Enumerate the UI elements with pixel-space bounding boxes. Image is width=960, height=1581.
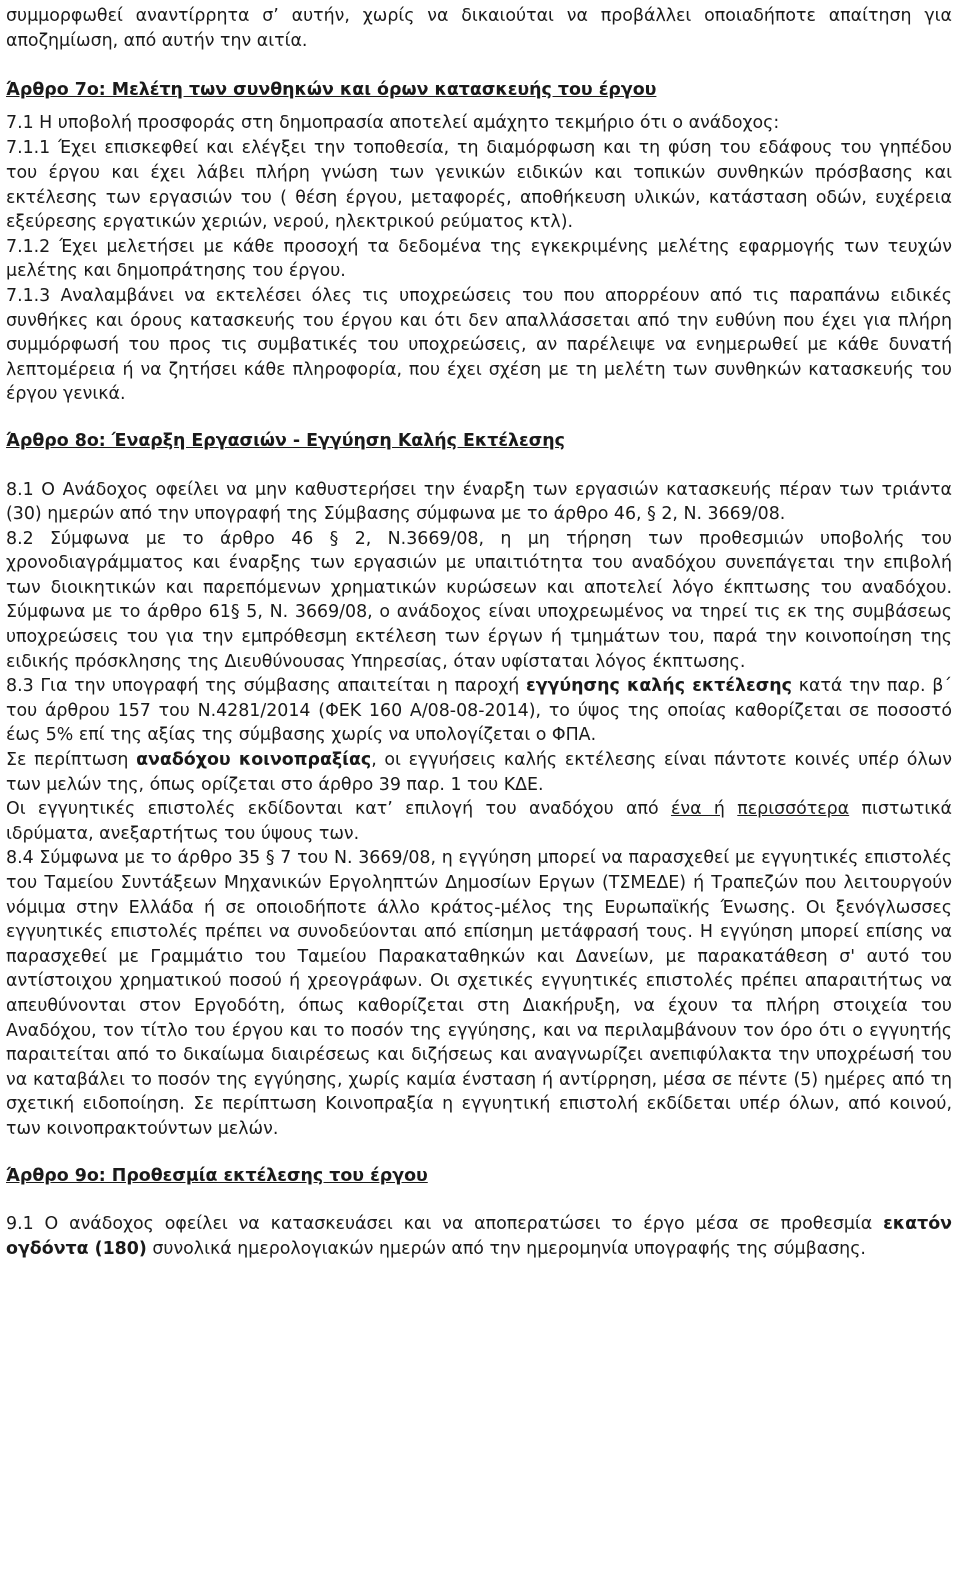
joint-venture-text-c: , οι εγγυήσεις καλής εκτέλεσης είναι πάντοτε κοινές υπέρ όλων των μελών της, όπως ορίζεται στο άρθρο 39 παρ. 1 του ΚΔΕ.: [6, 750, 952, 795]
paragraph-8-2: 8.2 Σύμφωνα με το άρθρο 46 § 2, Ν.3669/08, η μη τήρηση των προθεσμιών υποβολής του χρονοδιαγράμματος και έναρξης των εργασιών με υπαιτιότητα του αναδόχου συνεπάγεται την επιβολή των διοικητικών και παρεπόμενων χρηματικών κυρώσεων και αποτελεί λόγο έκπτωσης του αναδόχου. Σύμφωνα με το άρθρο 61§ 5, Ν. 3669/08, ο ανάδοχος είναι υποχρεωμένος να τηρεί τις εκ της συμβάσεως υποχρεώσεις του για την εμπρόθεσμη εκτέλεση των έργων ή τμημάτων του, παρά την κοινοποίηση της ειδικής πρόσκλησης της Διευθύνουσας Υπηρεσίας, όταν υφίσταται λόγος έκπτωσης.: [6, 528, 952, 672]
paragraph-8-3-text-c: κατά την παρ. β΄ του άρθρου 157 του Ν.4281/2014 (ΦΕΚ 160 Α/08-08-2014), το ύψος της οποίας καθορίζεται σε ποσοστό έως 5% επί της αξίας της σύμβασης χωρίς να υπολογίζεται ο ΦΠΑ.: [6, 676, 952, 746]
article-8-heading: Άρθρο 8ο: Έναρξη Εργασιών - Εγγύηση Καλής Εκτέλεσης: [6, 430, 565, 451]
paragraph-9-1: [6, 1212, 952, 1261]
more-term: περισσότερα: [737, 799, 850, 820]
paragraph-8-3-text-a: 8.3 Για την υπογραφή της σύμβασης απαιτείται η παροχή: [6, 676, 527, 697]
paragraph-8-1: 8.1 Ο Ανάδοχος οφείλει να μην καθυστερήσει την έναρξη των εργασιών κατασκευής πέραν των τριάντα (30) ημερών από την υπογραφή της Σύμβασης σύμφωνα με το άρθρο 46, § 2, Ν. 3669/08.: [6, 479, 952, 525]
paragraph-9-1-text-a: 9.1 Ο ανάδοχος οφείλει να κατασκευάσει και να αποπερατώσει το έργο μέσα σε προθεσμία: [6, 1214, 884, 1235]
paragraph-7-1-3: 7.1.3 Αναλαμβάνει να εκτελέσει όλες τις υποχρεώσεις του που απορρέουν από τις παραπάνω ειδικές συνθήκες και όρους κατασκευής του έργου και ότι δεν απαλλάσσεται από την ευθύνη που έχει για πλήρη συμμόρφωσή του προς τις συμβατικές του υποχρεώσεις, αν παρέλειψε να ενημερωθεί με κάθε δυνατή λεπτομέρεια ή να ζητήσει κάθε πληροφορία, που έχει σχέση με τη μελέτη των συνθηκών κατασκευής του έργου γενικά.: [6, 285, 952, 405]
paragraph-7-1: 7.1 Η υποβολή προσφοράς στη δημοπρασία αποτελεί αμάχητο τεκμήριο ότι ο ανάδοχος:: [6, 112, 780, 133]
intro-paragraph: συμμορφωθεί αναντίρρητα σ’ αυτήν, χωρίς να δικαιούται να προβάλλει οποιαδήποτε απαίτηση για αποζημίωση, από αυτήν την αιτία.: [6, 6, 952, 51]
guarantee-letters-space: [725, 799, 737, 819]
paragraph-9-1-text-c: συνολικά ημερολογιακών ημερών από την ημερομηνία υπογραφής της σύμβασης.: [146, 1238, 866, 1259]
joint-venture-text-a: Σε περίπτωση: [6, 750, 137, 771]
paragraph-7-1-2: 7.1.2 Έχει μελετήσει με κάθε προσοχή τα δεδομένα της εγκεκριμένης μελέτης εφαρμογής των τευχών μελέτης και δημοπράτησης του έργου.: [6, 236, 952, 282]
duration-term: εκατόν ογδόντα (180): [6, 1214, 952, 1259]
guarantee-letters-text-a: Οι εγγυητικές επιστολές εκδίδονται κατ’ επιλογή του αναδόχου από: [6, 799, 671, 820]
paragraph-7-1-1: 7.1.1 Έχει επισκεφθεί και ελέγξει την τοποθεσία, τη διαμόρφωση και τη φύση του εδάφους του γηπέδου του έργου και έχει λάβει πλήρη γνώση των γενικών ειδικών και τοπικών συνθηκών πρόσβασης και εκτέλεσης των εργασιών του ( θέση έργου, μεταφορές, αποθήκευση υλικών, κατάσταση οδών, ευχέρεια εξεύρεσης εργατικών χεριών, νερού, ηλεκτρικού ρεύματος κτλ).: [6, 138, 952, 233]
guarantee-letters-text-e: πιστωτικά ιδρύματα, ανεξαρτήτως του ύψους των.: [6, 799, 952, 844]
paragraph-8-3: [6, 674, 952, 748]
joint-venture-term: αναδόχου κοινοπραξίας: [136, 750, 372, 771]
paragraph-guarantee-letters: [6, 797, 952, 846]
one-or-term: ένα ή: [670, 799, 725, 820]
performance-guarantee-term: εγγύησης καλής εκτέλεσης: [526, 676, 792, 697]
article-7-heading: Άρθρο 7ο: Μελέτη των συνθηκών και όρων κατασκευής του έργου: [6, 80, 657, 101]
paragraph-joint-venture: [6, 748, 952, 797]
paragraph-8-4: 8.4 Σύμφωνα με το άρθρο 35 § 7 του Ν. 3669/08, η εγγύηση μπορεί να παρασχεθεί με εγγυητικές επιστολές του Ταμείου Συντάξεων Μηχανικών Εργοληπτών Δημοσίων Εργων (ΤΣΜΕΔΕ) ή Τραπεζών που λειτουργούν νόμιμα στην Ελλάδα ή σε οποιοδήποτε άλλο κράτος-μέλος της Ευρωπαϊκής Ένωσης. Οι ξενόγλωσσες εγγυητικές επιστολές πρέπει να συνοδεύονται από επίσημη μετάφρασή τους. Η εγγύηση μπορεί επίσης να παρασχεθεί με Γραμμάτιο του Ταμείου Παρακαταθηκών και Δανείων, με παρακατάθεση σ' αυτό του αντίστοιχου χρηματικού ποσού ή χρεογράφων. Οι σχετικές εγγυητικές επιστολές πρέπει απαραιτήτως να απευθύνονται στον Εργοδότη, όπως καθορίζεται στη Διακήρυξη, να έχουν τα πλήρη στοιχεία του Αναδόχου, τον τίτλο του έργου και το ποσόν της εγγύησης, και να περιλαμβάνουν τον όρο ότι ο εγγυητής παραιτείται από το δικαίωμα διαιρέσεως και διζήσεως και αναγνωρίζει ανεπιφύλακτα την υποχρέωσή του να καταβάλει το ποσόν της εγγύησης, χωρίς καμία ένσταση ή αντίρρηση, μέσα σε πέντε (5) ημέρες από τη σχετική ειδοποίηση. Σε περίπτωση Κοινοπραξία η εγγυητική επιστολή εκδίδεται υπέρ όλων, από κοινού, των κοινοπρακτούντων μελών.: [6, 848, 952, 1139]
article-9-heading: Άρθρο 9ο: Προθεσμία εκτέλεσης του έργου: [6, 1165, 428, 1186]
